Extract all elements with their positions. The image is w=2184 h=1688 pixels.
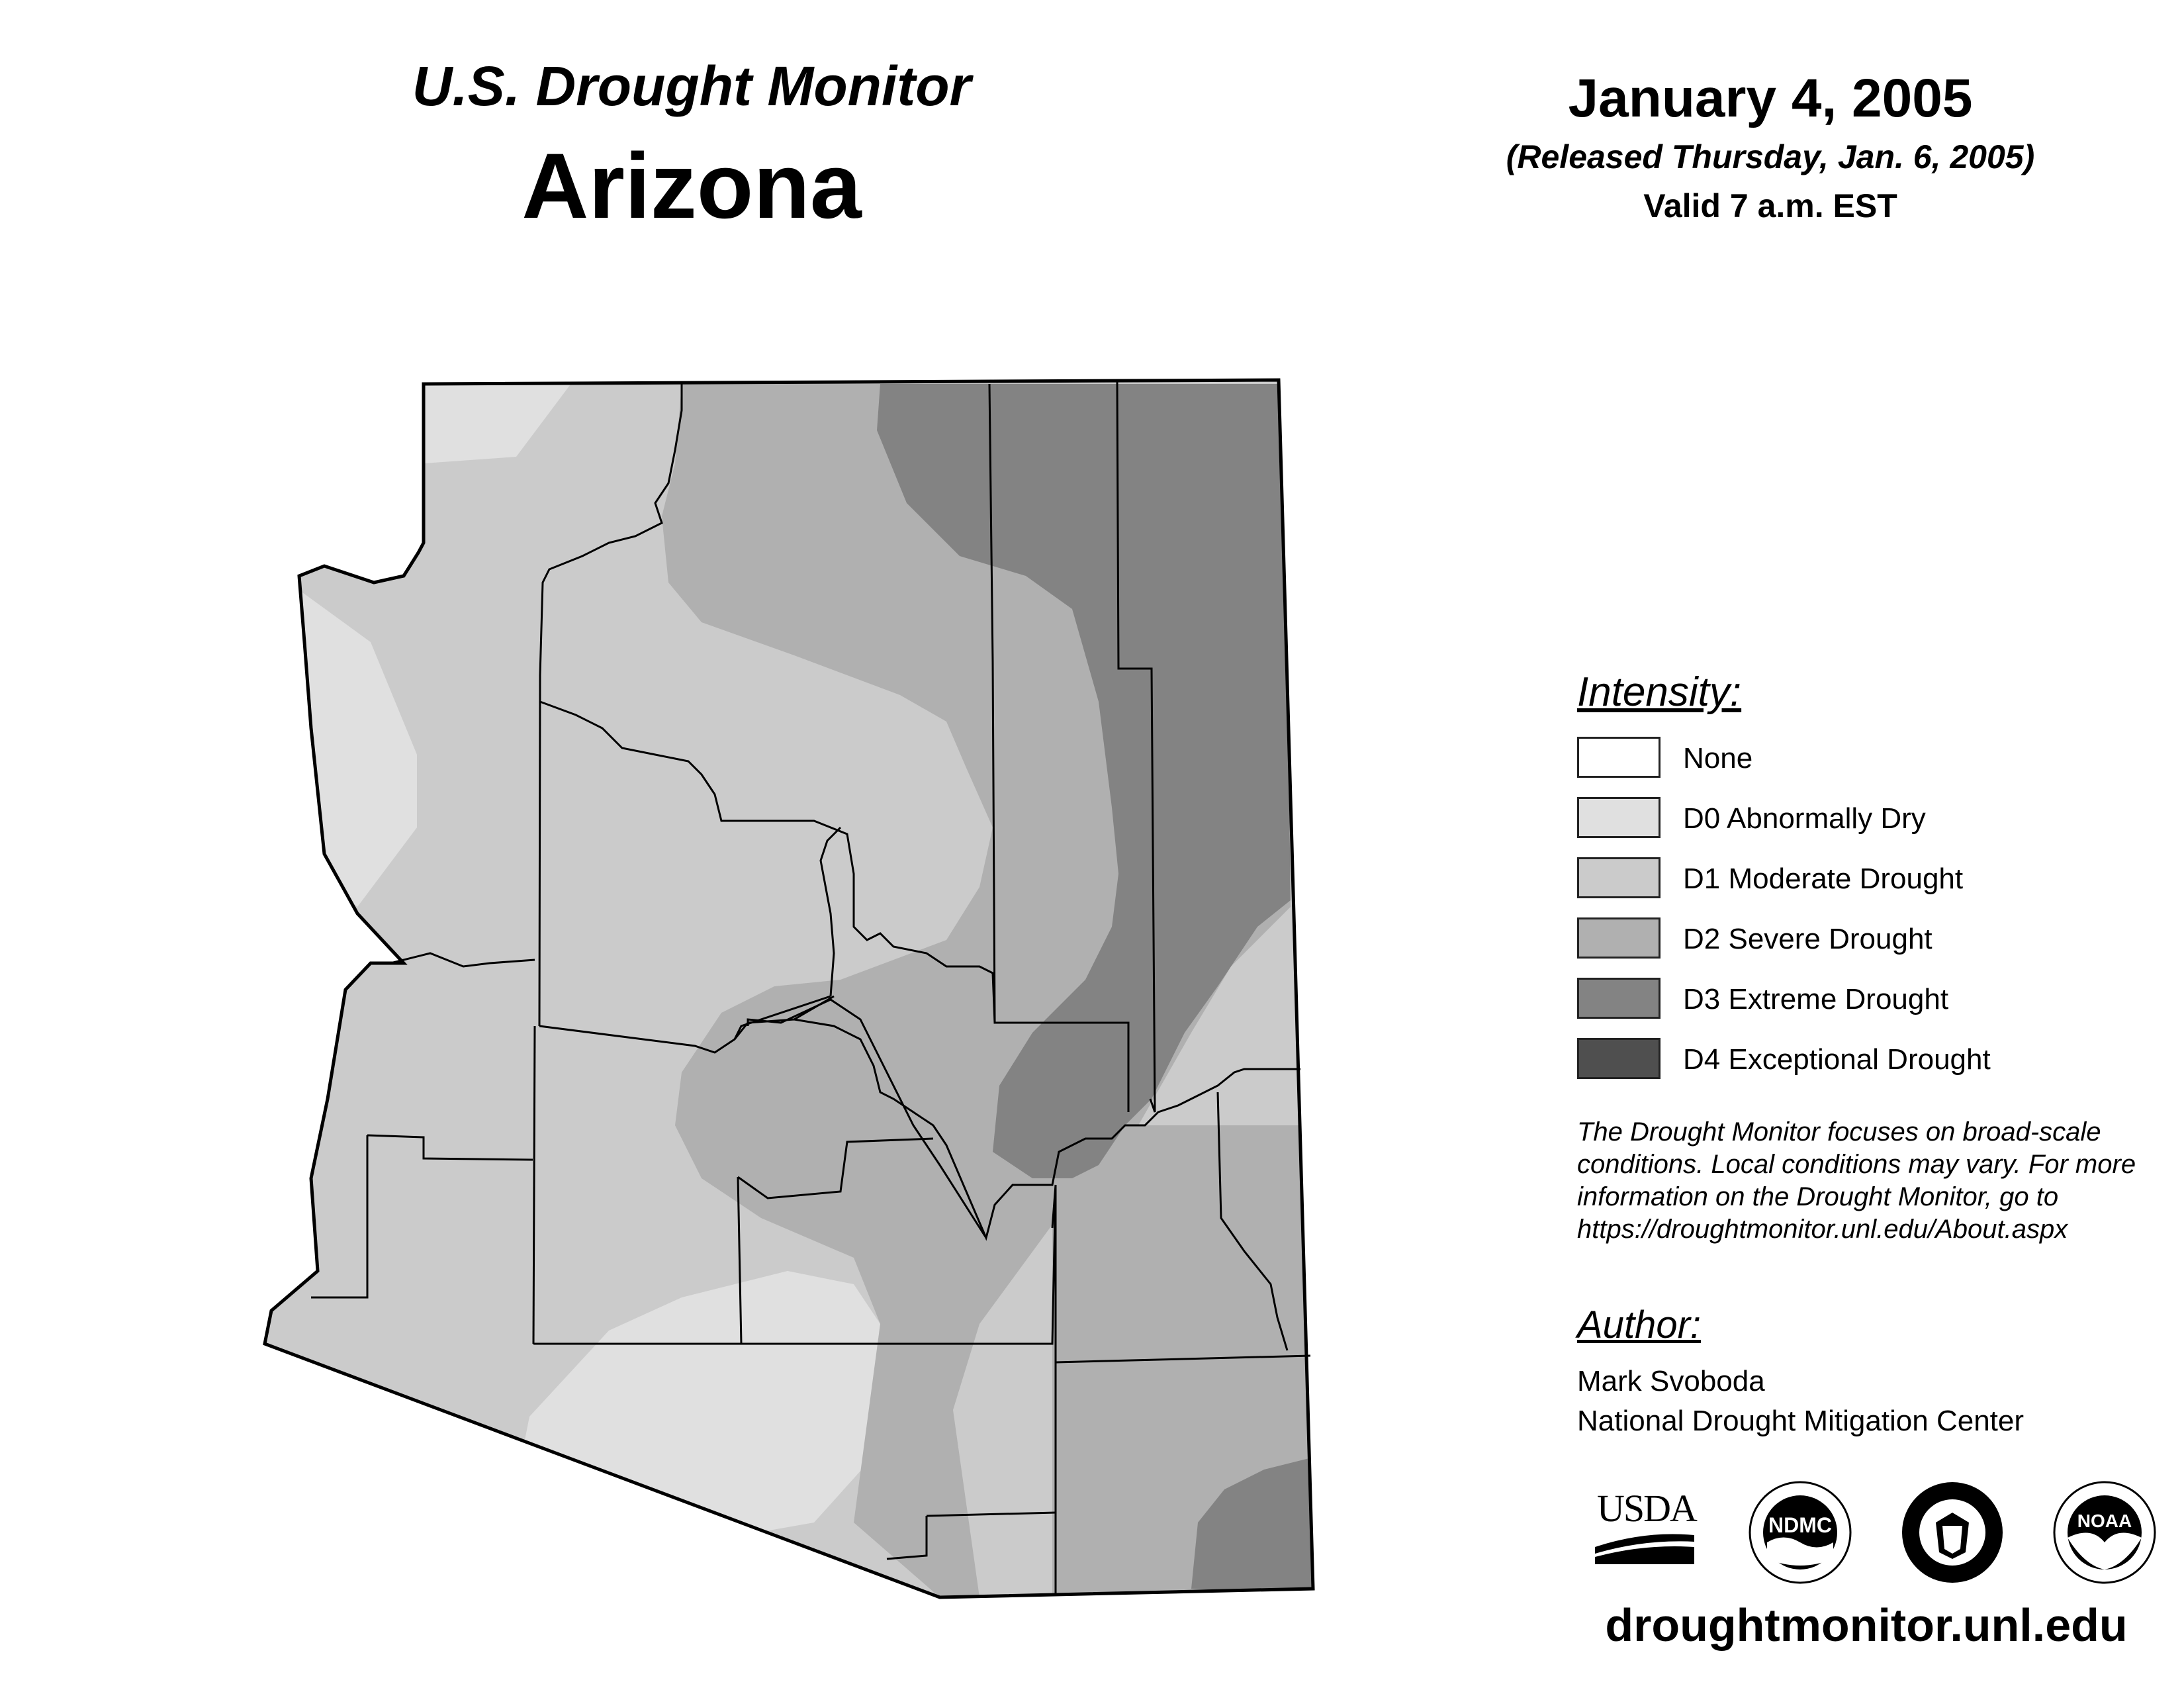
legend-swatch <box>1577 978 1661 1019</box>
legend-swatch <box>1577 1038 1661 1079</box>
legend-label: None <box>1683 742 1753 774</box>
note-line: conditions. Local conditions may vary. For more <box>1577 1150 2136 1179</box>
usda-swoosh-icon <box>1592 1527 1698 1566</box>
valid-time: Valid 7 a.m. EST <box>1643 187 1897 224</box>
usda-logo-text: USDA <box>1597 1487 1696 1530</box>
website-url[interactable]: droughtmonitor.unl.edu <box>1605 1599 2128 1651</box>
noaa-logo-text: NOAA <box>2077 1511 2132 1531</box>
ndmc-logo <box>1747 1479 1853 1585</box>
disclaimer-note <box>1577 1116 2173 1246</box>
release-date: (Released Thursday, Jan. 6, 2005) <box>1506 138 2035 175</box>
noaa-logo <box>2052 1479 2158 1585</box>
author-title: Author: <box>1577 1303 1701 1346</box>
legend-label: D0 Abnormally Dry <box>1683 802 1926 835</box>
legend-swatch <box>1577 917 1661 959</box>
legend-swatch <box>1577 737 1661 778</box>
author-org: National Drought Mitigation Center <box>1577 1405 2025 1437</box>
map-state-title: Arizona <box>522 134 862 238</box>
note-line: The Drought Monitor focuses on broad-scale <box>1577 1117 2101 1147</box>
legend-label: D4 Exceptional Drought <box>1683 1043 1991 1076</box>
map-subtitle: U.S. Drought Monitor <box>412 55 972 117</box>
note-line: information on the Drought Monitor, go to <box>1577 1182 2059 1211</box>
legend-swatch <box>1577 797 1661 838</box>
author-name: Mark Svoboda <box>1577 1365 1765 1397</box>
commerce-seal-icon <box>1899 1479 2005 1585</box>
legend-label: D2 Severe Drought <box>1683 923 1933 955</box>
legend-title: Intensity: <box>1577 669 1742 715</box>
legend-label: D1 Moderate Drought <box>1683 863 1964 895</box>
note-url[interactable]: https://droughtmonitor.unl.edu/About.aspx <box>1577 1215 2068 1244</box>
map-date: January 4, 2005 <box>1568 68 1973 128</box>
usda-logo <box>1592 1486 1704 1566</box>
legend-swatch <box>1577 857 1661 898</box>
ndmc-logo-text: NDMC <box>1768 1513 1832 1537</box>
legend-label: D3 Extreme Drought <box>1683 983 1949 1015</box>
